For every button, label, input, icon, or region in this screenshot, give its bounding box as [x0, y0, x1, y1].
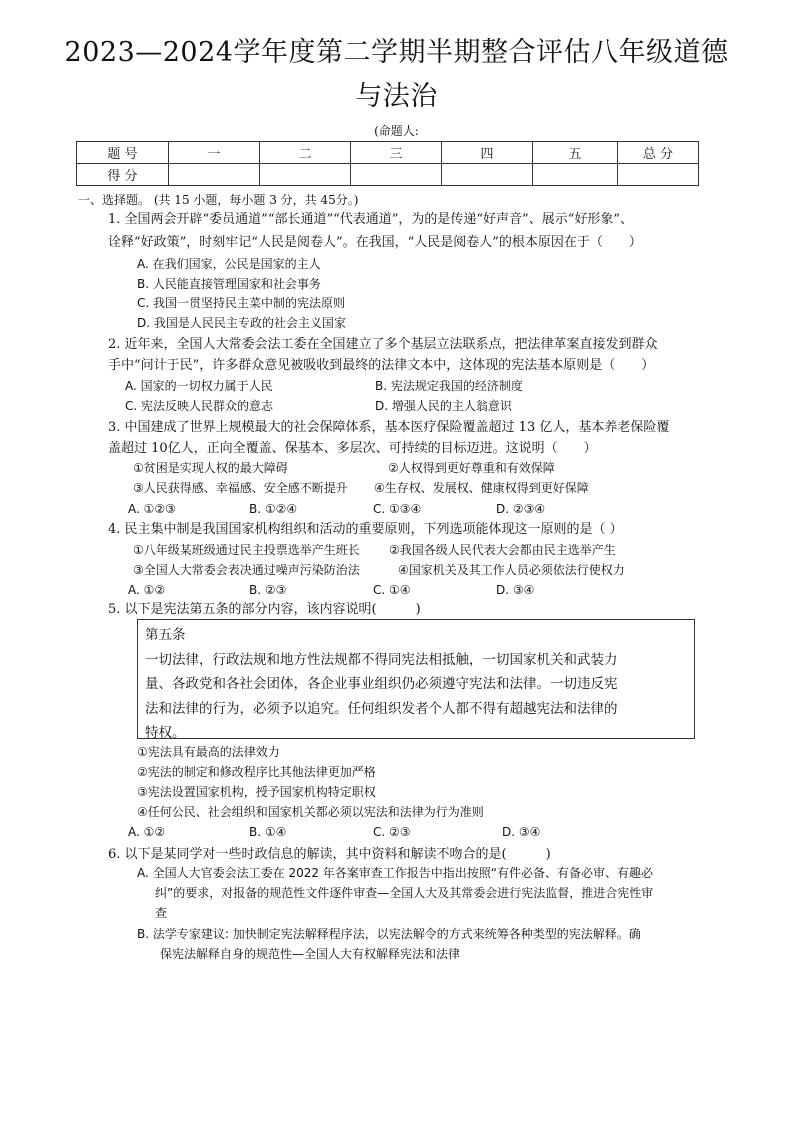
author-label: (命题人: [374, 124, 419, 138]
article-text-line: 一切法律，行政法规和地方性法规都不得同宪法相抵触，一切国家机关和武装力 [145, 651, 618, 668]
question-2-line2: 手中“问计于民”，许多群众意见被吸收到最终的法律文本中，这体现的宪法基本原则是（ ） [108, 358, 655, 373]
score-input-cell[interactable] [533, 164, 618, 186]
question-5-line1: 5. 以下是宪法第五条的部分内容，该内容说明( ) [108, 602, 421, 617]
question-5-statement-2: ②宪法的制定和修改程序比其他法律更加严格 [137, 765, 376, 779]
score-table-header-row [77, 142, 699, 164]
question-4-statement-3: ③全国人大常委会表决通过噪声污染防治法 [133, 563, 360, 577]
score-header-cell: 四 [442, 142, 533, 164]
article-text-line: 量、各政党和各社会团体，各企业事业组织仍必须遵守宪法和法律。一切违反宪 [145, 676, 618, 692]
question-6-option-a-line3: 查 [155, 906, 168, 920]
constitution-article-box [137, 619, 695, 739]
question-1-option-d: D. 我国是人民民主专政的社会主义国家 [137, 316, 346, 330]
question-3-line2: 盖超过 10亿人，正向全覆盖、保基本、多层次、可持续的目标迈进。这说明（ ） [108, 441, 597, 456]
question-4-option-a: A. ①② [128, 583, 166, 597]
question-1-option-a: A. 在我们国家，公民是国家的主人 [137, 257, 321, 271]
article-title: 第五条 [145, 627, 186, 643]
section-heading: 一、选择题。 (共 15 小题，每小题 3 分，共 45分。) [78, 193, 359, 207]
question-1-option-c: C. 我国一贯坚持民主菜中制的宪法原则 [137, 296, 346, 310]
question-4-statement-1: ①八年级某班级通过民主投票选举产生班长 [133, 543, 360, 557]
score-table [76, 141, 699, 186]
article-text-line: 法和法律的行为，必须予以追究。任何组织发者个人都不得有超越宪法和法律的 [145, 700, 618, 717]
question-2-line1: 2. 近年来，全国人大常委会法工委在全国建立了多个基层立法联系点，把法律革案直接发到群众 [108, 337, 658, 352]
score-header-cell: 一 [169, 142, 260, 164]
question-4-option-d: D. ③④ [496, 583, 535, 597]
question-4-option-b: B. ②③ [249, 583, 287, 597]
question-2-option-d: D. 增强人民的主人翁意识 [375, 399, 512, 413]
question-4-line1: 4. 民主集中制是我国国家机构组织和活动的重要原则，下列选项能体现这一原则的是（ ） [108, 522, 623, 537]
score-input-cell[interactable] [351, 164, 442, 186]
question-1-line2: 诠释“好政策”，时刻牢记“人民是阅卷人”。在我国，“人民是阅卷人”的根本原因在于（ ） [108, 235, 642, 250]
score-row-label: 得 分 [77, 164, 169, 186]
question-5-option-a: A. ①② [128, 825, 166, 839]
question-2-option-b: B. 宪法规定我国的经济制度 [375, 379, 523, 393]
exam-title-line2: 与法治 [355, 81, 438, 112]
question-6-option-b-line2: 保宪法解释自身的规范性—全国人大有权解释宪法和法律 [160, 947, 461, 961]
exam-title-line1: 2023—2024学年度第二学期半期整合评估八年级道德 [64, 37, 729, 68]
score-input-cell[interactable] [618, 164, 699, 186]
score-header-cell: 五 [533, 142, 618, 164]
question-6-line1: 6. 以下是某同学对一些时政信息的解读，其中资料和解读不吻合的是( ) [108, 847, 551, 862]
question-6-option-b-line1: B. 法学专家建议: 加快制定宪法解释程序法，以宪法解令的方式来统筹各种类型的宪法解释。确 [137, 927, 641, 941]
question-5-option-c: C. ②③ [373, 825, 411, 839]
article-text-line: 特权。 [145, 725, 186, 741]
question-6-option-a-line1: A. 全国人大官委会法工委在 2022 年各案审查工作报告中指出按照“有件必备、有备必审、有趣必 [137, 866, 654, 880]
score-table-score-row [77, 164, 699, 186]
question-3-option-d: D. ②③④ [496, 502, 546, 516]
question-3-option-a: A. ①②③ [128, 502, 176, 516]
question-3-option-c: C. ①③④ [373, 502, 422, 516]
score-header-cell: 总 分 [618, 142, 699, 164]
question-5-statement-3: ③宪法设置国家机构，授予国家机构特定职权 [137, 785, 376, 799]
question-2-option-c: C. 宪法反映人民群众的意志 [125, 399, 274, 413]
score-header-cell: 题 号 [77, 142, 169, 164]
question-6-option-a-line2: 纠”的要求，对报备的规范性文件逐件审查—全国人大及其常委会进行宪法监督，推进合宪性审 [155, 886, 654, 900]
question-4-statement-2: ②我国各级人民代表大会都由民主选举产生 [389, 543, 616, 557]
question-1-option-b: B. 人民能直接管理国家和社会事务 [137, 277, 321, 291]
score-input-cell[interactable] [169, 164, 260, 186]
question-4-statement-4: ④国家机关及其工作人员必须依法行使权力 [398, 563, 625, 577]
question-3-statement-2: ②人权得到更好尊重和有效保障 [388, 461, 555, 475]
question-3-statement-4: ④生存权、发展权、健康权得到更好保障 [374, 481, 589, 495]
question-4-option-c: C. ①④ [373, 583, 411, 597]
question-3-line1: 3. 中国建成了世界上规模最大的社会保障体系，基本医疗保险覆盖超过 13 亿人，基本养老保险覆 [108, 420, 670, 435]
question-5-statement-4: ④任何公民、社会组织和国家机关都必须以宪法和法律为行为准则 [137, 805, 484, 819]
question-5-option-d: D. ③④ [502, 825, 541, 839]
question-5-statement-1: ①宪法具有最高的法律效力 [137, 745, 280, 759]
question-3-statement-1: ①贫困是实现人权的最大障碍 [133, 461, 288, 475]
score-input-cell[interactable] [442, 164, 533, 186]
question-3-option-b: B. ①②④ [249, 502, 298, 516]
score-header-cell: 三 [351, 142, 442, 164]
question-2-option-a: A. 国家的一切权力属于人民 [125, 379, 273, 393]
score-header-cell: 二 [260, 142, 351, 164]
question-1-line1: 1. 全国两会开辟“委员通道”“部长通道”“代表通道”，为的是传递“好声音”、展示“好形象”、 [108, 212, 633, 227]
question-3-statement-3: ③人民获得感、幸福感、安全感不断提升 [133, 481, 348, 495]
score-input-cell[interactable] [260, 164, 351, 186]
question-5-option-b: B. ①④ [249, 825, 287, 839]
